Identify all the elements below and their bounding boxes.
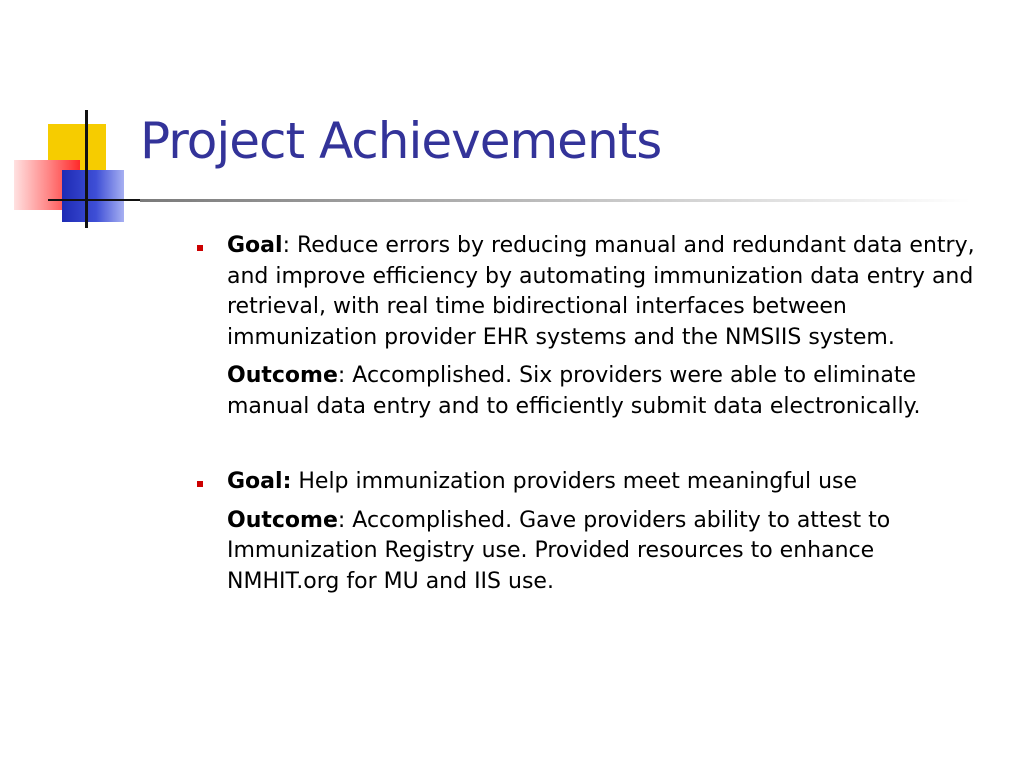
- goal-separator: :: [282, 469, 292, 494]
- goal-text: Reduce errors by reducing manual and redundant data entry, and improve efficiency by automating immunization data entry and retrieval, with real time bidirectional interfaces between immunization provider EHR systems and the NMSIIS system.: [227, 233, 975, 350]
- outcome-label: Outcome: [227, 507, 338, 533]
- blue-square-decoration: [62, 170, 124, 222]
- square-bullet-icon: [197, 481, 203, 487]
- goal-paragraph-2: [227, 467, 990, 498]
- goal-text: Help immunization providers meet meaningful use: [291, 469, 858, 494]
- outcome-text: : Accomplished. Gave providers ability to attest to Immunization Registry use. Provided resources to enhance NMHIT.org for MU and IIS use.: [227, 507, 891, 594]
- square-bullet-icon: [197, 245, 203, 251]
- title-underline: [140, 199, 970, 202]
- bullet-item-2: [190, 467, 990, 597]
- slide-body: [190, 231, 990, 597]
- goal-label: Goal: [227, 233, 283, 258]
- outcome-paragraph-1: [227, 361, 990, 422]
- bullet-item-1: [190, 231, 990, 422]
- outcome-paragraph-2: [227, 506, 990, 598]
- slide-logo-decoration: [0, 0, 160, 240]
- goal-separator: :: [282, 233, 290, 258]
- vertical-line-decoration: [85, 110, 88, 228]
- goal-paragraph-1: [227, 231, 990, 353]
- outcome-label: Outcome: [227, 363, 338, 388]
- outcome-text: : Accomplished. Six providers were able to eliminate manual data entry and to efficiently submit data electronically.: [227, 363, 921, 419]
- slide-title: Project Achievements: [140, 112, 662, 170]
- goal-label: Goal: [227, 469, 283, 494]
